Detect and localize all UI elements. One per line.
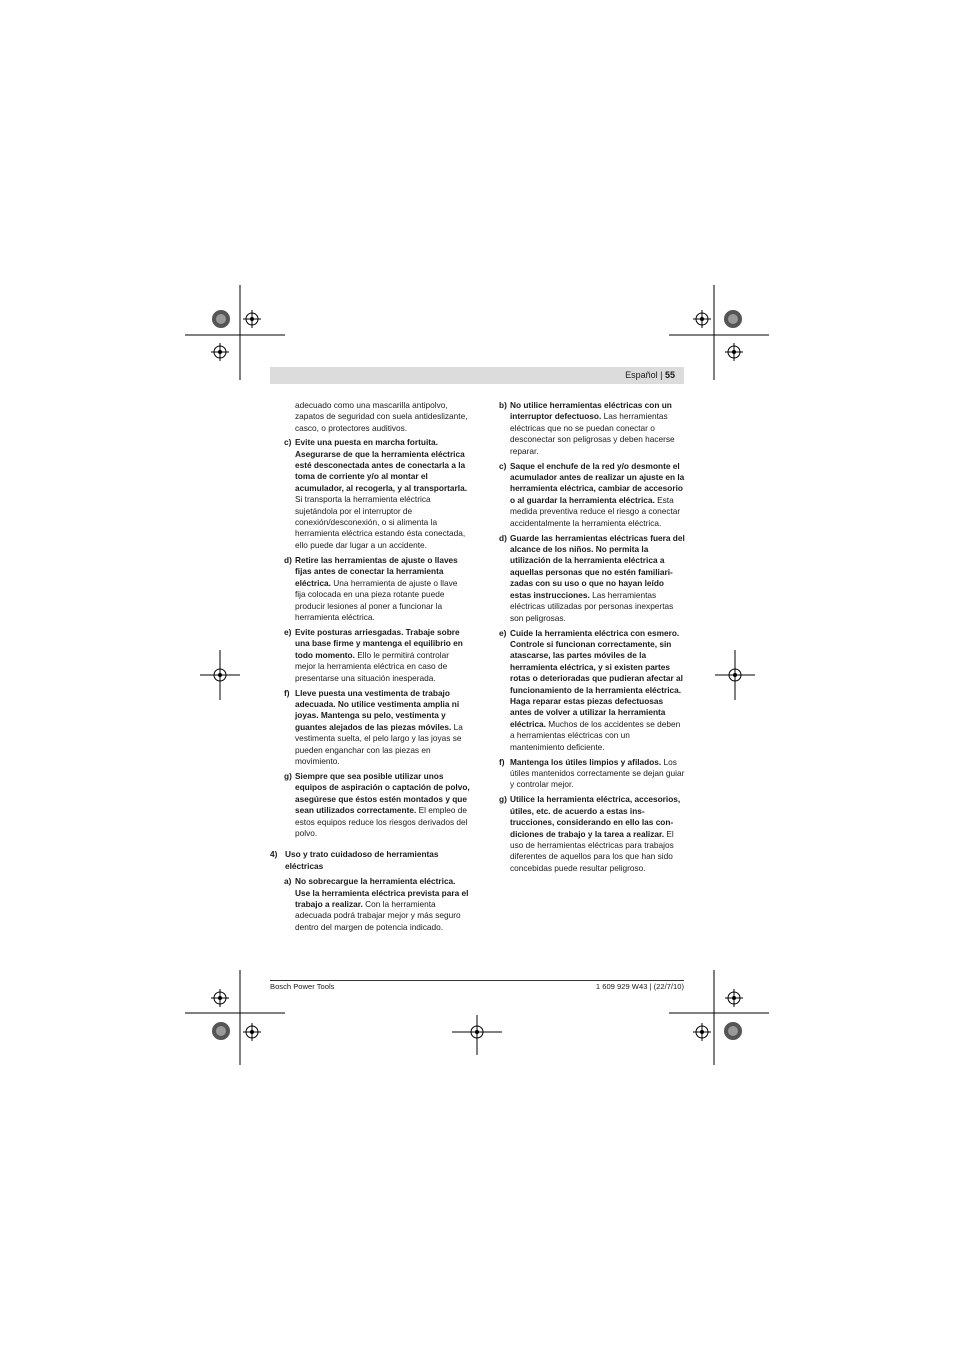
list-item-g bbox=[270, 771, 470, 839]
item-text: Las herramientas eléctricas que no se puedan conectar o desconectar son peligrosas y deben hacerse reparar. bbox=[510, 411, 675, 456]
section-number: 4) bbox=[270, 849, 278, 860]
item-letter: c) bbox=[499, 460, 507, 471]
item-bold-text: Guarde las herramientas eléctricas fuera del alcance de los niños. No permita la utilización de la herramienta eléctrica a aquellas personas que no estén familiarizadas con su uso o que no hayan leído estas instrucciones. bbox=[510, 532, 685, 600]
registration-mark-top-left bbox=[185, 285, 285, 380]
list-item-g bbox=[499, 794, 685, 874]
item-bold-text: Siempre que sea posible utilizar unos equipos de aspiración o captación de polvo, asegúrese que éstos estén montados y que sean utilizados correctamente. bbox=[295, 770, 470, 816]
item-text: La vestimenta suelta, el pelo largo y las joyas se pueden enganchar con las piezas en movimiento. bbox=[295, 721, 463, 766]
item-text: Esta medida preventiva reduce el riesgo a conectar accidentalmente la herramienta eléctrica. bbox=[510, 494, 681, 528]
footer-brand: Bosch Power Tools bbox=[270, 982, 335, 991]
registration-mark-bottom-right bbox=[669, 970, 769, 1065]
item-letter: e) bbox=[284, 626, 292, 637]
item-bold-text: Retire las herramientas de ajuste o llaves fijas antes de conectar la herramienta eléctrica. bbox=[295, 554, 458, 588]
continued-paragraph: adecuado como una mascarilla antipolvo, zapatos de seguridad con suela antideslizante, casco, o protectores auditivos. bbox=[295, 400, 468, 433]
right-column bbox=[499, 400, 685, 878]
item-bold-text: No sobrecargue la herramienta eléctrica. Use la herramienta eléctrica prevista para el trabajo a realizar. bbox=[295, 876, 469, 910]
item-letter: d) bbox=[284, 554, 292, 565]
list-item-c bbox=[270, 437, 470, 551]
list-item-b bbox=[499, 400, 685, 457]
footer-rule bbox=[270, 980, 684, 981]
item-letter: g) bbox=[499, 794, 507, 805]
item-letter: b) bbox=[499, 400, 507, 410]
registration-mark-top-right bbox=[669, 285, 769, 380]
item-bold-text: Evite una puesta en marcha fortuita. Asegurarse de que la herramienta eléctrica esté desconectada antes de conectarla a la toma de corriente y/o al montar el acumulador, al recogerla, y al transportarla. bbox=[295, 437, 467, 493]
item-text: Los útiles mantenidos correctamente se dejan guiar y controlar mejor. bbox=[510, 756, 685, 790]
item-text: Si transporta la herramienta eléctrica sujetándola por el interruptor de conexión/desconexión, o si alimenta la herramienta eléctrica estando ésta conectada, ello puede dar lugar a un accidente. bbox=[295, 494, 466, 550]
item-bold-text: Utilice la herramienta eléctrica, accesorios, útiles, etc. de acuerdo a estas instrucciones, considerando en ello las condiciones de trabajo y la tarea a realizar. bbox=[510, 794, 681, 839]
registration-mark-mid-left bbox=[200, 650, 240, 700]
item-bold-text: Saque el enchufe de la red y/o desmonte el acumulador antes de realizar un ajuste en la herramienta eléctrica, cambiar de accesorio o al guardar la herramienta eléctrica. bbox=[510, 460, 685, 505]
list-item-a bbox=[270, 876, 470, 933]
item-bold-text: No utilice herramientas eléctricas con un interruptor defectuoso. bbox=[510, 400, 672, 422]
item-text: El empleo de estos equipos reduce los riesgos derivados del polvo. bbox=[295, 805, 468, 838]
item-letter: a) bbox=[284, 876, 292, 887]
page-header bbox=[625, 369, 675, 382]
header-language: Español bbox=[625, 370, 658, 380]
item-text: Con la herramienta adecuada podrá trabajar mejor y más seguro dentro del margen de potencia indicado. bbox=[295, 899, 461, 932]
list-item-f bbox=[270, 688, 470, 768]
item-text: Las herramientas eléctricas utilizadas por personas inexpertas son peligrosas. bbox=[510, 589, 674, 623]
item-bold-text: Lleve puesta una vestimenta de trabajo adecuada. No utilice vestimenta amplia ni joyas. Mantenga su pelo, vestimenta y guantes alejados de las piezas móviles. bbox=[295, 687, 460, 732]
item-text: Muchos de los accidentes se deben a herramientas eléctricas con un mantenimiento deficiente. bbox=[510, 718, 681, 752]
item-letter: f) bbox=[499, 756, 505, 767]
registration-mark-bottom-center bbox=[452, 1015, 502, 1055]
item-letter: d) bbox=[499, 532, 507, 543]
item-text: El uso de herramientas eléctricas para trabajos diferentes de aquellos para los que han sido concebidas puede resultar peligroso. bbox=[510, 828, 674, 873]
item-letter: c) bbox=[284, 437, 292, 448]
footer-doc-number: 1 609 929 W43 | (22/7/10) bbox=[595, 982, 684, 991]
item-bold-text: Evite posturas arriesgadas. Trabaje sobre una base firme y mantenga el equilibrio en todo momento. bbox=[295, 626, 463, 660]
page-header-bar bbox=[270, 367, 684, 384]
list-item-d bbox=[499, 533, 685, 624]
item-bold-text: Mantenga los útiles limpios y afilados. bbox=[510, 756, 662, 767]
item-letter: f) bbox=[284, 687, 290, 698]
list-item-e bbox=[270, 627, 470, 684]
page-number: 55 bbox=[664, 370, 675, 380]
item-letter: e) bbox=[499, 627, 507, 638]
section-heading bbox=[270, 849, 470, 872]
section-title: Uso y trato cuidadoso de herramientas eléctricas bbox=[285, 849, 439, 871]
header-separator: | bbox=[660, 370, 663, 380]
list-item-d bbox=[270, 555, 470, 623]
item-text: Una herramienta de ajuste o llave fija colocada en una pieza rotante puede producir lesiones al poner a funcionar la herramienta eléctrica. bbox=[295, 577, 458, 622]
item-letter: g) bbox=[284, 770, 292, 781]
list-item-c bbox=[499, 461, 685, 529]
item-bold-text: Cuide la herramienta eléctrica con esmero. Controle si funcionan correctamente, sin atascarse, las partes móviles de la herramienta eléctrica, y si existen partes rotas o deterioradas que pudieran afectar al funcionamiento de la herramienta eléctrica. Haga reparar estas piezas defectuosas antes de volver a utilizar la herramienta eléctrica. bbox=[510, 627, 683, 729]
item-text: Ello le permitirá controlar mejor la herramienta eléctrica en caso de presentarse una situación inesperada. bbox=[295, 649, 449, 683]
left-column bbox=[270, 400, 470, 937]
registration-mark-mid-right bbox=[715, 650, 755, 700]
list-item-f bbox=[499, 757, 685, 791]
list-item-e bbox=[499, 628, 685, 753]
